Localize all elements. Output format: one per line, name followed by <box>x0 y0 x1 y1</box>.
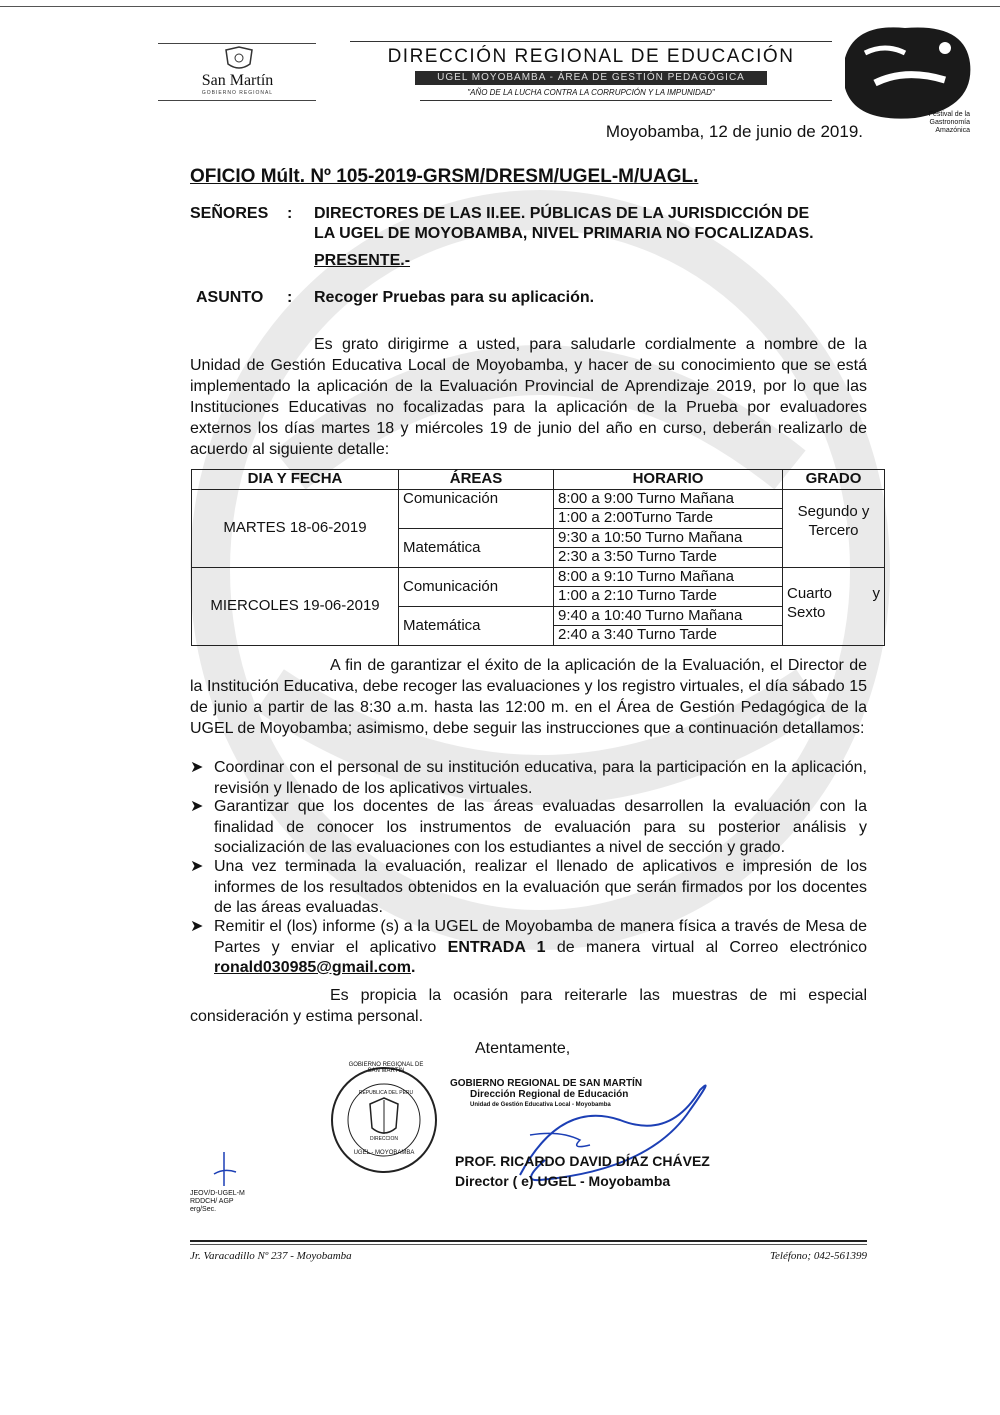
document-reference: OFICIO Múlt. Nº 105-2019-GRSM/DRESM/UGEL-M/UAGL. <box>190 166 699 187</box>
arrow-bullet-icon: ➤ <box>190 798 204 815</box>
regional-crest-icon <box>222 46 256 72</box>
left-header-rule <box>158 43 316 44</box>
bullet-4-end: . <box>411 959 416 976</box>
initials-line: erg/Sec. <box>190 1206 217 1213</box>
stamp-line-2: Dirección Regional de Educación <box>470 1089 629 1100</box>
paragraph-closing: Es propicia la ocasión para reiterarle las muestras de mi especial consideración y estima personal. <box>190 987 867 1025</box>
col-header-area: ÁREAS <box>399 470 554 490</box>
recipients-line-2: LA UGEL DE MOYOBAMBA, NIVEL PRIMARIA NO FOCALIZADAS. <box>314 225 814 242</box>
bullet-text: Una vez terminada la evaluación, realizar el llenado de aplicativos e impresión de los informes de los resultados obtenidos en la evaluación que serán firmados por los docentes de las áreas evaluadas. <box>214 858 867 916</box>
grade-2-word-3: Sexto <box>787 603 826 621</box>
bullet-text: Garantizar que los docentes de las áreas evaluadas desarrollen la evaluación con la finalidad de conocer los instrumentos de evaluación para su posterior análisis y socialización de las evaluaciones con los estudiantes a nivel de sección y grado. <box>214 798 867 856</box>
left-header-rule-bottom <box>158 100 316 101</box>
subject-sep: : <box>287 289 293 306</box>
area-cell: Comunicación <box>399 567 554 606</box>
footer-rule-thin <box>190 1244 867 1245</box>
subject-text: Recoger Pruebas para su aplicación. <box>314 289 595 306</box>
header-rule-top <box>350 41 832 42</box>
col-header-date: DIA Y FECHA <box>192 470 399 490</box>
header-rule-bottom <box>420 100 832 101</box>
year-motto: "AÑO DE LA LUCHA CONTRA LA CORRUPCIÓN Y LA IMPUNIDAD" <box>467 88 715 97</box>
area-cell: Matemática <box>399 606 554 645</box>
day-2-cell: MIERCOLES 19-06-2019 <box>192 567 399 645</box>
official-seal-icon <box>330 1066 438 1174</box>
footer-phone: Teléfono; 042-561399 <box>769 1250 867 1262</box>
time-cell: 1:00 a 2:00Turno Tarde <box>554 509 783 529</box>
bullet-text: Coordinar con el personal de su institución educativa, para la participación en la aplicación, revisión y llenado de los aplicativos virtuales. <box>214 759 867 797</box>
col-header-grade: GRADO <box>783 470 885 490</box>
schedule-table <box>191 469 885 646</box>
arrow-bullet-icon: ➤ <box>190 759 204 776</box>
bullet-4-pre: Remitir el (los) informe (s) a la UGEL de Moyobamba de manera física a través de Mesa de Partes y enviar el aplicativo <box>214 918 867 956</box>
header-subtitle: UGEL MOYOBAMBA - ÁREA DE GESTIÓN PEDAGÓGICA <box>415 71 767 85</box>
time-cell: 8:00 a 9:00 Turno Mañana <box>554 489 783 509</box>
area-cell: Matemática <box>399 528 554 567</box>
area-cell: Comunicación <box>399 489 554 528</box>
arrow-bullet-icon: ➤ <box>190 918 204 935</box>
grade-1-cell: Segundo y Tercero <box>783 489 885 567</box>
recipients-label: SEÑORES <box>190 205 269 222</box>
col-header-schedule: HORARIO <box>554 470 783 490</box>
recipients-line-1: DIRECTORES DE LAS II.EE. PÚBLICAS DE LA JURISDICCIÓN DE <box>314 205 810 222</box>
list-item <box>190 758 867 799</box>
arrow-bullet-icon: ➤ <box>190 858 204 875</box>
time-cell: 9:40 a 10:40 Turno Mañana <box>554 606 783 626</box>
signer-name: PROF. RICARDO DAVID DÍAZ CHÁVEZ <box>455 1153 710 1169</box>
list-item <box>190 797 867 859</box>
initials-mark-icon <box>210 1150 240 1190</box>
signer-title: Director ( e) UGEL - Moyobamba <box>455 1173 671 1189</box>
footer-address: Jr. Varacadillo Nº 237 - Moyobamba <box>190 1250 352 1262</box>
initials-block <box>190 1190 245 1214</box>
email-link[interactable]: ronald030985@gmail.com <box>214 959 412 976</box>
date-line: Moyobamba, 12 de junio de 2019. <box>605 122 863 141</box>
bullet-4-mid: de manera virtual al Correo electrónico <box>545 938 867 956</box>
time-cell: 2:30 a 3:50 Turno Tarde <box>554 548 783 568</box>
left-org-name: San Martín <box>201 72 274 89</box>
presente-label: PRESENTE.- <box>314 252 411 269</box>
top-edge-line <box>0 6 1000 7</box>
stamp-line-1: GOBIERNO REGIONAL DE SAN MARTÍN <box>450 1078 643 1089</box>
signoff: Atentamente, <box>475 1040 571 1057</box>
bullet-4-bold: ENTRADA 1 <box>447 938 546 956</box>
header-title: DIRECCIÓN REGIONAL DE EDUCACIÓN <box>387 46 795 67</box>
grade-2-word-2: y <box>872 584 880 602</box>
footer-rule <box>190 1240 867 1242</box>
paragraph-intro: Es grato dirigirme a usted, para saludarle cordialmente a nombre de la Unidad de Gestión Educativa Local de Moyobamba, y hacer de su conocimiento que se está implementado la aplicación de la Evaluación Provincial de Aprendizaje 2019, por lo que las Instituciones Educativas no focalizadas para la aplicación de la Prueba por evaluadores externos los días martes 18 y miércoles 19 de junio del año en curso, deberán realizarlo de acuerdo al siguiente detalle: <box>190 336 867 458</box>
time-cell: 1:00 a 2:10 Turno Tarde <box>554 587 783 607</box>
recipients-sep: : <box>287 205 293 222</box>
subject-label: ASUNTO <box>196 289 264 306</box>
seal-bottom: UGEL - MOYOBAMBA <box>353 1150 415 1156</box>
grade-2-word-1: Cuarto <box>787 584 833 602</box>
day-1-cell: MARTES 18-06-2019 <box>192 489 399 567</box>
left-org-sub: GOBIERNO REGIONAL <box>201 90 274 96</box>
logo-caption: Festival de la Gastronomía Amazónica <box>928 111 970 134</box>
paragraph-instructions: A fin de garantizar el éxito de la aplicación de la Evaluación, el Director de la Institución Educativa, debe recoger las evaluaciones y los registro virtuales, el día sábado 15 de junio a partir de las 8:30 a.m. hasta las 12:00 m. en el Área de Gestión Pedagógica de la UGEL de Moyobamba; asimismo, debe seguir las instrucciones que a continuación detallamos: <box>190 657 867 737</box>
time-cell: 9:30 a 10:50 Turno Mañana <box>554 528 783 548</box>
list-item <box>190 857 867 919</box>
stamp-line-3: Unidad de Gestión Educativa Local - Moyobamba <box>470 1102 611 1108</box>
time-cell: 2:40 a 3:40 Turno Tarde <box>554 626 783 646</box>
seal-sub: REPUBLICA DEL PERU <box>358 1090 414 1096</box>
bullet-text <box>214 917 867 979</box>
list-item <box>190 917 867 979</box>
seal-center: DIRECCION <box>369 1136 399 1142</box>
initials-line: JEOV/D-UGEL-M <box>190 1190 245 1197</box>
time-cell: 8:00 a 9:10 Turno Mañana <box>554 567 783 587</box>
seal-text: GOBIERNO REGIONAL DE SAN MARTÍN <box>348 1062 424 1074</box>
initials-line: RDDCH/ AGP <box>190 1198 234 1205</box>
grade-2-cell <box>783 567 885 645</box>
